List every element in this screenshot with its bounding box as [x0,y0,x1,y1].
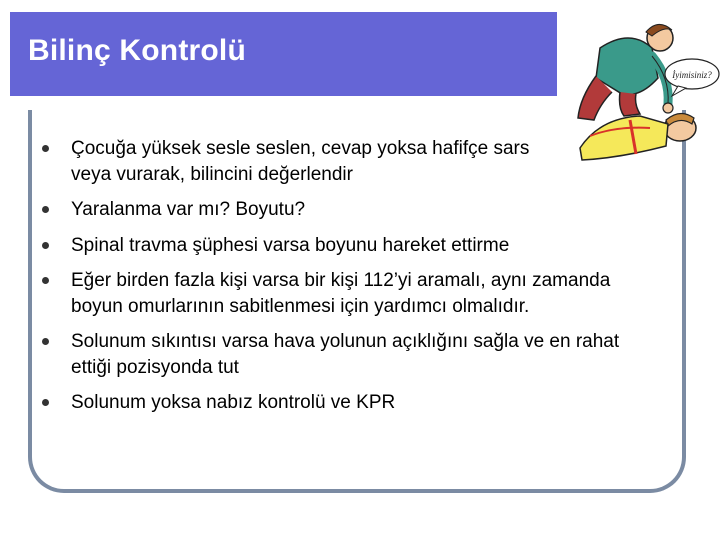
speech-bubble [665,59,719,96]
bullet-item [38,233,658,259]
bullet-dot-icon [42,242,49,249]
bullet-text: Solunum sıkıntısı varsa hava yolunun açıklığını sağla ve en rahat ettiği pozisyonda tut [71,331,620,378]
slide-title: Bilinç Kontrolü [28,34,246,67]
bullet-item [38,390,658,416]
lying-child [580,113,696,160]
bullet-text: Spinal travma şüphesi varsa boyunu hareket ettirme [71,234,510,256]
bullet-dot-icon [42,399,49,406]
bullet-item [38,329,658,380]
bullet-dot-icon [42,206,49,213]
bullet-dot-icon [42,145,49,152]
bullet-text: Solunum yoksa nabız kontrolü ve KPR [71,392,396,413]
bullet-text: Eğer birden fazla kişi varsa bir kişi 112’yi aramalı, aynı zamanda boyun omurlarının sabitlenmesi için yardımcı olmalıdır. [71,270,611,317]
bullet-text: Yaralanma var mı? Boyutu? [71,199,306,220]
bullet-text: Çocuğa yüksek sesle seslen, cevap yoksa hafifçe sars veya vurarak, bilincini değerlendir [71,138,530,185]
bullet-dot-icon [42,277,49,284]
kneeling-adult [578,24,673,120]
bullet-list [38,136,658,426]
speech-text: İyimisiniz? [672,70,712,80]
bullet-dot-icon [42,338,49,345]
bullet-item [38,197,658,223]
bullet-item [38,268,658,319]
first-aid-check-illustration-icon [560,8,720,168]
